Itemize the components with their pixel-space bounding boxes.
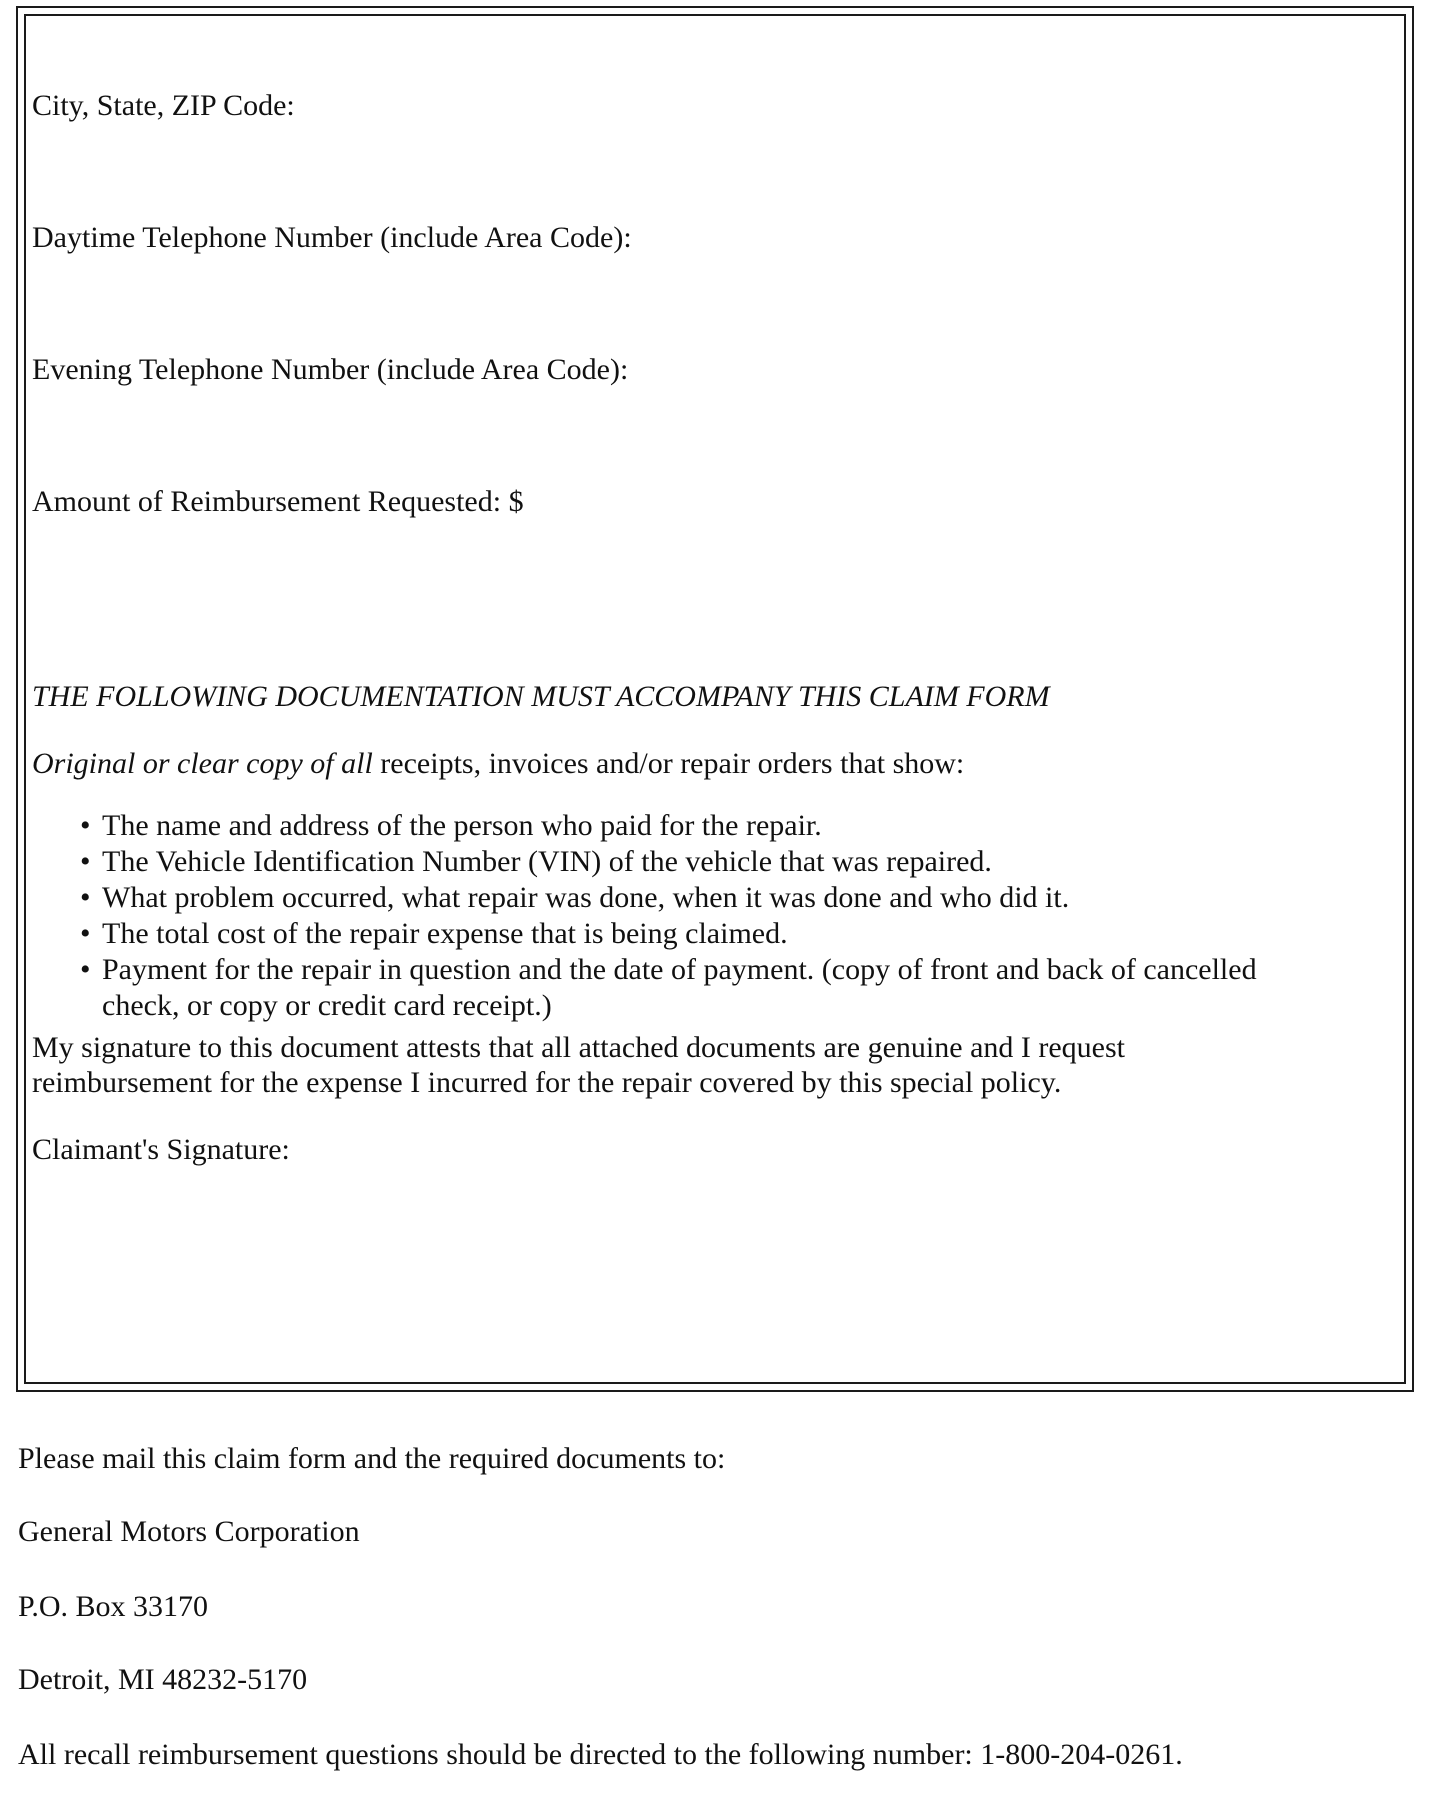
bullet-icon: •	[80, 881, 91, 914]
bullet-icon: •	[80, 845, 91, 878]
claim-form-box	[16, 6, 1414, 1392]
documentation-intro	[32, 746, 964, 782]
daytime-phone-label: Daytime Telephone Number (include Area Code):	[32, 221, 632, 254]
requirement-item: • What problem occurred, what repair was done, when it was done and who did it.	[80, 881, 1070, 914]
requirement-item-continuation: check, or copy or credit card receipt.)	[102, 989, 552, 1022]
documentation-intro-emphasis: Original or clear copy of all	[32, 747, 373, 780]
bullet-icon: •	[80, 917, 91, 950]
requirement-item: • Payment for the repair in question and the date of payment. (copy of front and back of cancelled	[80, 953, 1257, 986]
attestation-line-1: My signature to this document attests that all attached documents are genuine and I request	[32, 1031, 1126, 1064]
requirement-item: • The total cost of the repair expense that is being claimed.	[80, 917, 788, 950]
documentation-intro-rest: receipts, invoices and/or repair orders that show:	[372, 747, 965, 780]
claim-form-inner	[24, 14, 1406, 1384]
amount-requested-label: Amount of Reimbursement Requested: $	[32, 485, 524, 518]
requirement-item: • The name and address of the person who paid for the repair.	[80, 809, 822, 842]
bullet-icon: •	[80, 953, 91, 986]
requirement-item: • The Vehicle Identification Number (VIN) of the vehicle that was repaired.	[80, 845, 992, 878]
mailing-po-box: P.O. Box 33170	[18, 1590, 209, 1623]
attestation-line-2: reimbursement for the expense I incurred for the repair covered by this special policy.	[32, 1066, 1062, 1099]
mailing-instruction: Please mail this claim form and the required documents to:	[18, 1442, 726, 1475]
documentation-heading: THE FOLLOWING DOCUMENTATION MUST ACCOMPANY THIS CLAIM FORM	[32, 680, 1050, 713]
evening-phone-label: Evening Telephone Number (include Area Code):	[32, 353, 629, 386]
city-state-zip-label: City, State, ZIP Code:	[32, 89, 295, 122]
bullet-icon: •	[80, 809, 91, 842]
mailing-city-line: Detroit, MI 48232-5170	[18, 1663, 308, 1696]
mailing-company: General Motors Corporation	[18, 1515, 360, 1548]
questions-contact: All recall reimbursement questions should be directed to the following number: 1-800-204-0261.	[18, 1738, 1183, 1771]
requirements-list	[74, 808, 1402, 1024]
claimant-signature-label: Claimant's Signature:	[32, 1133, 290, 1166]
